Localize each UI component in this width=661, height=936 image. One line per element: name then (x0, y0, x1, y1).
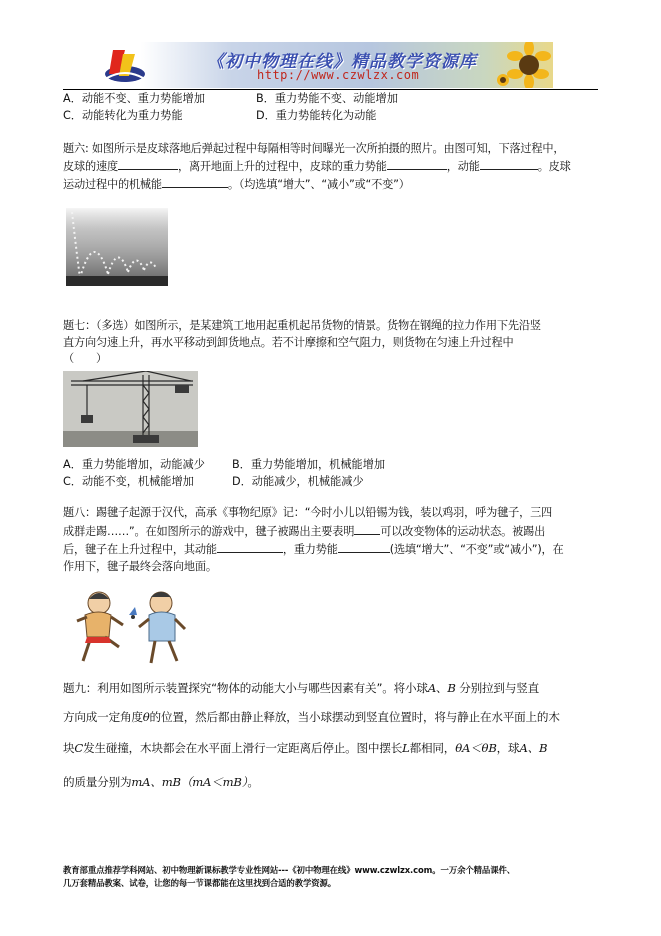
bouncing-ball-photo (66, 208, 168, 286)
site-logo-icon (99, 44, 149, 86)
q6-line-1: 题六: 如图所示是皮球落地后弹起过程中每隔相等时间曝光一次所拍摄的照片。由图可知，下落过程中， (63, 142, 565, 155)
q5-option-b: B．重力势能不变、动能增加 (256, 92, 398, 105)
q7-option-c: C．动能不变，机械能增加 (63, 475, 194, 488)
q5-option-a: A．动能不变、重力势能增加 (63, 92, 205, 105)
header-banner (95, 42, 553, 88)
q5-option-d: D．重力势能转化为动能 (256, 109, 377, 122)
crane-photo (63, 371, 198, 447)
q9-line-4: 的质量分别为mA、mB（mA＜mB）。 (63, 775, 259, 789)
q6-line-2: 皮球的速度 ，离开地面上升的过程中，皮球的重力势能 ，动能 。皮球 (63, 160, 571, 173)
shuttlecock-kids-illustration (65, 585, 195, 667)
q6-blank-speed[interactable] (118, 158, 178, 170)
q7-line-3: （ ） (63, 352, 107, 365)
q8-blank-kinetic[interactable] (217, 541, 283, 553)
q6-line-3: 运动过程中的机械能 。（均选填“增大”、“减小”或“不变”） (63, 178, 410, 191)
q8-line-1: 题八：踢毽子起源于汉代，高承《事物纪原》记：“今时小儿以铅锡为钱，装以鸡羽，呼为毽子，三四 (63, 506, 553, 519)
header-url[interactable]: http://www.czwlzx.com (257, 68, 420, 82)
q8-line-3: 后，毽子在上升过程中，其动能 ，重力势能 (选填“增大”、“不变”或“减小”)，在 (63, 543, 564, 556)
q8-blank-potential[interactable] (338, 541, 390, 553)
sunflower-icon (495, 42, 553, 88)
q9-line-3: 块C发生碰撞，木块都会在水平面上滑行一定距离后停止。图中摆长L都相同，θA＜θB，球A、B (63, 741, 548, 755)
q7-line-2: 直方向匀速上升，再水平移动到卸货地点。若不计摩擦和空气阻力，则货物在匀速上升过程中 (63, 336, 514, 349)
header-title: 《初中物理在线》精品教学资源库 (207, 52, 477, 72)
q7-option-b: B．重力势能增加，机械能增加 (232, 458, 386, 471)
q6-blank-kinetic[interactable] (480, 158, 538, 170)
footer-line-2: 几万套精品教案、试卷，让您的每一节课都能在这里找到合适的教学资源。 (63, 878, 337, 888)
q6-blank-mechanical[interactable] (162, 176, 228, 188)
q8-blank-force[interactable] (354, 523, 380, 535)
q5-option-c: C．动能转化为重力势能 (63, 109, 183, 122)
footer-line-1: 教育部重点推荐学科网站、初中物理新课标教学专业性网站---《初中物理在线》www.czwlzx.com。一万余个精品课件、 (63, 865, 516, 875)
q8-line-2: 成群走踢……”。在如图所示的游戏中，毽子被踢出主要表明 可以改变物体的运动状态。被踢出 (63, 525, 546, 538)
q9-line-2: 方向成一定角度θ的位置，然后都由静止释放，当小球摆动到竖直位置时，将与静止在水平面上的木 (63, 710, 560, 724)
q9-line-1: 题九：利用如图所示装置探究“物体的动能大小与哪些因素有关”。将小球A、B 分别拉到与竖直 (63, 681, 540, 695)
q8-line-4: 作用下，毽子最终会落向地面。 (63, 560, 217, 573)
header-rule (63, 89, 598, 90)
q6-blank-potential[interactable] (387, 158, 447, 170)
q7-option-d: D．动能减少，机械能减少 (232, 475, 364, 488)
q7-line-1: 题七：（多选）如图所示，是某建筑工地用起重机起吊货物的情景。货物在钢绳的拉力作用下先沿竖 (63, 319, 541, 332)
q7-option-a: A．重力势能增加，动能减少 (63, 458, 205, 471)
